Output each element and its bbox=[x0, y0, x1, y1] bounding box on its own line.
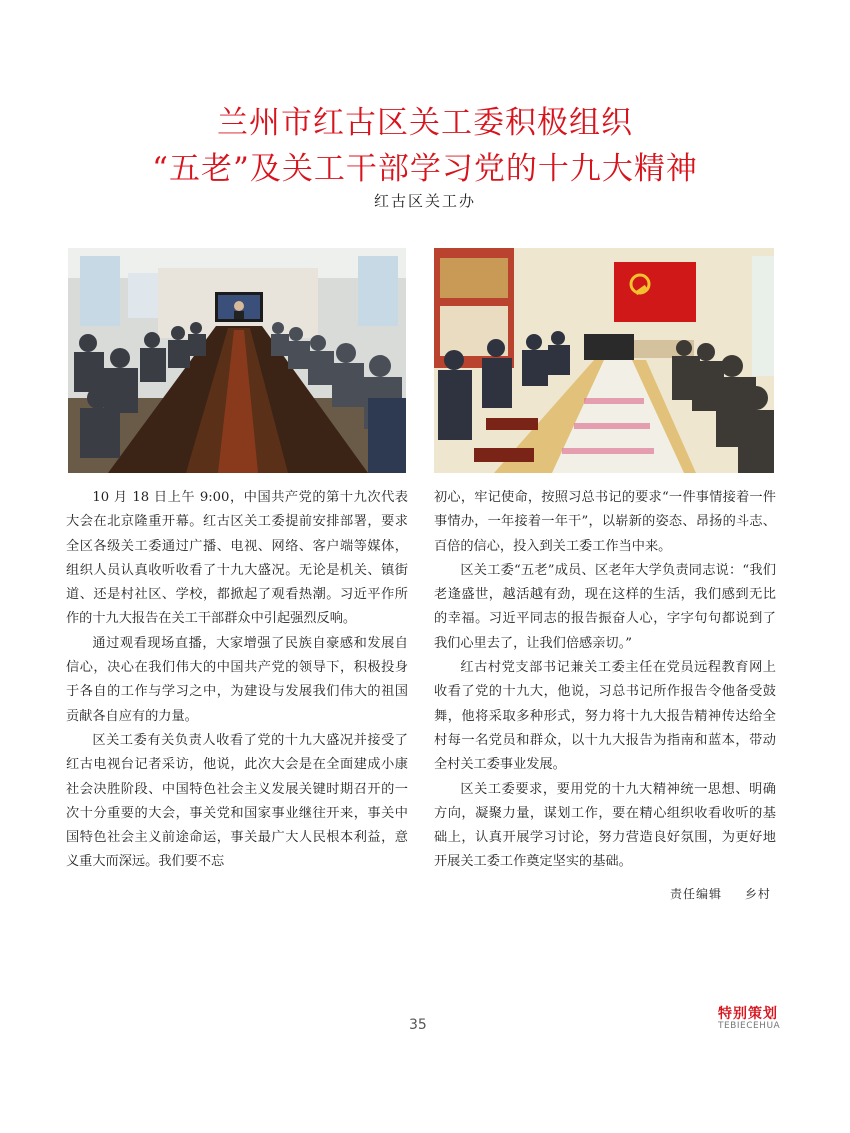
article-body-left-column bbox=[66, 486, 408, 875]
article-title-line1: 兰州市红古区关工委积极组织 bbox=[217, 105, 633, 141]
article-byline: 红古区关工办 bbox=[373, 192, 476, 210]
section-title: 特别策划 bbox=[718, 1006, 778, 1022]
meeting-room-watching-tv-photo bbox=[68, 248, 406, 473]
editor-credit bbox=[670, 885, 771, 902]
section-title-pinyin: TEBIECEHUA bbox=[718, 1021, 781, 1031]
article-body-right-column bbox=[434, 486, 776, 875]
body-paragraph-continued: 初心，牢记使命，按照习总书记的要求“一件事情接着一件事情办，一年接着一年干”，以崭新的姿态、昂扬的斗志、百倍的信心，投入到关工委工作当中来。 bbox=[434, 490, 776, 554]
editor-label: 责任编辑 bbox=[670, 887, 723, 901]
body-paragraph: 红古村党支部书记兼关工委主任在党员远程教育网上收看了党的十九大，他说，习总书记所作报告令他备受鼓舞，他将采取多种形式，努力将十九大报告精神传达给全村每一名党员和群众，以十九大报告为指南和蓝本，带动全村关工委事业发展。 bbox=[434, 660, 776, 773]
article-title-line2: “五老”及关工干部学习党的十九大精神 bbox=[152, 151, 698, 187]
page-number: 35 bbox=[409, 1017, 427, 1033]
body-paragraph: 区关工委“五老”成员、区老年大学负责同志说：“我们老逢盛世，越活越有劲，现在这样的生活，我们感到无比的幸福。习近平同志的报告振奋人心，字字句句都说到了我们心里去了，让我们倍感亲切。” bbox=[434, 562, 776, 651]
body-paragraph: 区关工委要求，要用党的十九大精神统一思想、明确方向，凝聚力量，谋划工作，要在精心组织收看收听的基础上，认真开展学习讨论，努力营造良好氛围，为更好地开展关工委工作奠定坚实的基础。 bbox=[434, 781, 776, 870]
party-room-meeting-photo bbox=[434, 248, 774, 473]
body-paragraph: 区关工委有关负责人收看了党的十九大盛况并接受了红古电视台记者采访，他说，此次大会是在全面建成小康社会决胜阶段、中国特色社会主义发展关键时期召开的一次十分重要的大会，事关党和国家事业继往开来，事关中国特色社会主义前途命运，事关最广大人民根本利益，意义重大而深远。我们要不忘 bbox=[66, 732, 408, 870]
article-title bbox=[0, 100, 850, 192]
body-paragraph: 10 月 18 日上午 9:00，中国共产党的第十九次代表大会在北京隆重开幕。红古区关工委提前安排部署，要求全区各级关工委通过广播、电视、网络、客户端等媒体，组织人员认真收听收看了十九大盛况。无论是机关、镇街道、还是村社区、学校，都掀起了观看热潮。习近平作所作的十九大报告在关工干部群众中引起强烈反响。 bbox=[66, 490, 408, 627]
body-paragraph: 通过观看现场直播，大家增强了民族自豪感和发展自信心，决心在我们伟大的中国共产党的领导下，积极投身于各自的工作与学习之中，为建设与发展我们伟大的祖国贡献各自应有的力量。 bbox=[66, 635, 408, 724]
editor-name: 乡村 bbox=[744, 887, 771, 901]
